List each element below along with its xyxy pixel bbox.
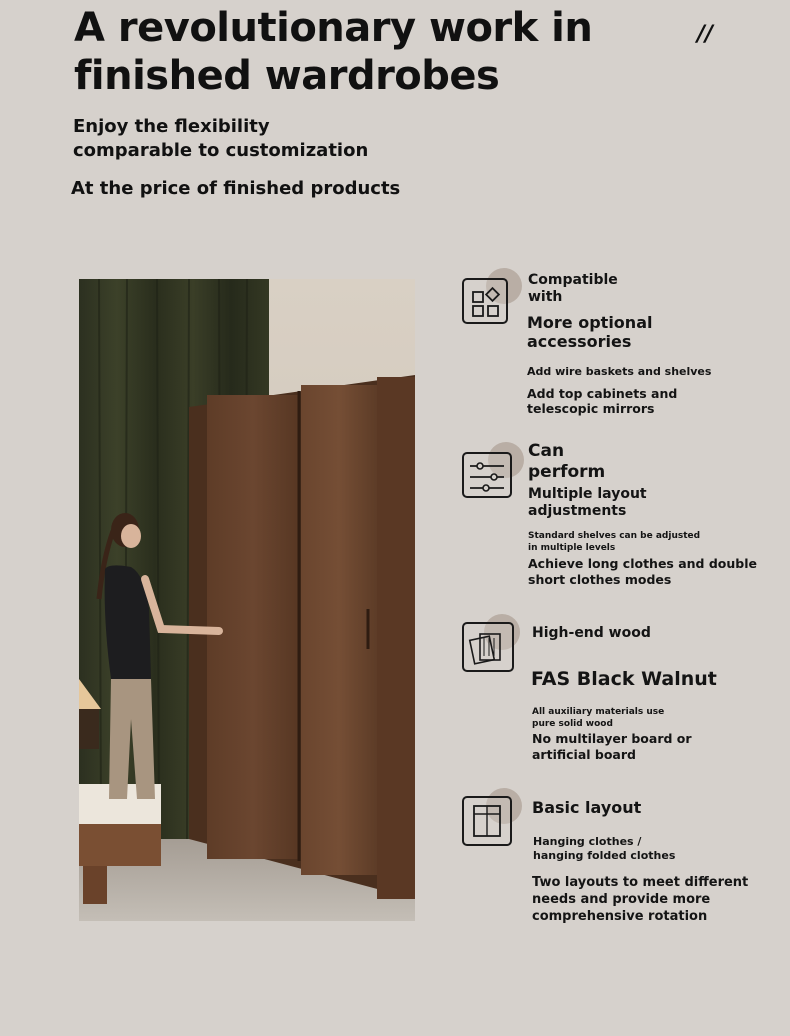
subtitle-block	[73, 115, 433, 163]
feature-heading: High-end wood	[532, 625, 651, 641]
feature-heading: Basic layout	[532, 798, 642, 817]
feature-heading: Can perform	[528, 441, 606, 482]
subtitle-line-3: At the price of finished products	[71, 178, 401, 199]
feature-detail-2: Two layouts to meet different needs and provide more comprehensive rotation	[532, 875, 749, 924]
feature-heading: Compatible with	[528, 272, 618, 305]
product-photo	[79, 279, 415, 921]
feature-detail: Hanging clothes / hanging folded clothes	[533, 835, 676, 862]
feature-subheading: Multiple layout adjustments	[528, 486, 647, 519]
price-tagline	[71, 177, 431, 201]
wardrobe-layout-icon	[462, 796, 512, 846]
feature-detail: All auxiliary materials use pure solid wood	[532, 707, 665, 729]
wardrobe-scene-illustration	[79, 279, 415, 921]
feature-detail: Add wire baskets and shelves	[527, 365, 712, 378]
grid-icon	[462, 278, 512, 328]
feature-subheading: More optional accessories	[527, 313, 653, 351]
quote-mark: //	[697, 22, 714, 47]
feature-subheading: FAS Black Walnut	[531, 668, 717, 690]
subtitle-line-1: Enjoy the flexibility	[73, 116, 270, 137]
title-line-1: A revolutionary work in	[74, 5, 593, 51]
feature-detail: Standard shelves can be adjusted in multiple levels	[528, 531, 701, 553]
feature-detail-2: Add top cabinets and telescopic mirrors	[527, 386, 678, 416]
feature-detail-2: Achieve long clothes and double short clothes modes	[528, 556, 757, 587]
sliders-icon	[462, 452, 512, 502]
subtitle-line-2: comparable to customization	[73, 140, 369, 161]
feature-detail-2: No multilayer board or artificial board	[532, 731, 692, 762]
wood-panels-icon	[462, 622, 512, 672]
title-line-2: finished wardrobes	[74, 53, 500, 99]
page-title	[74, 4, 674, 100]
